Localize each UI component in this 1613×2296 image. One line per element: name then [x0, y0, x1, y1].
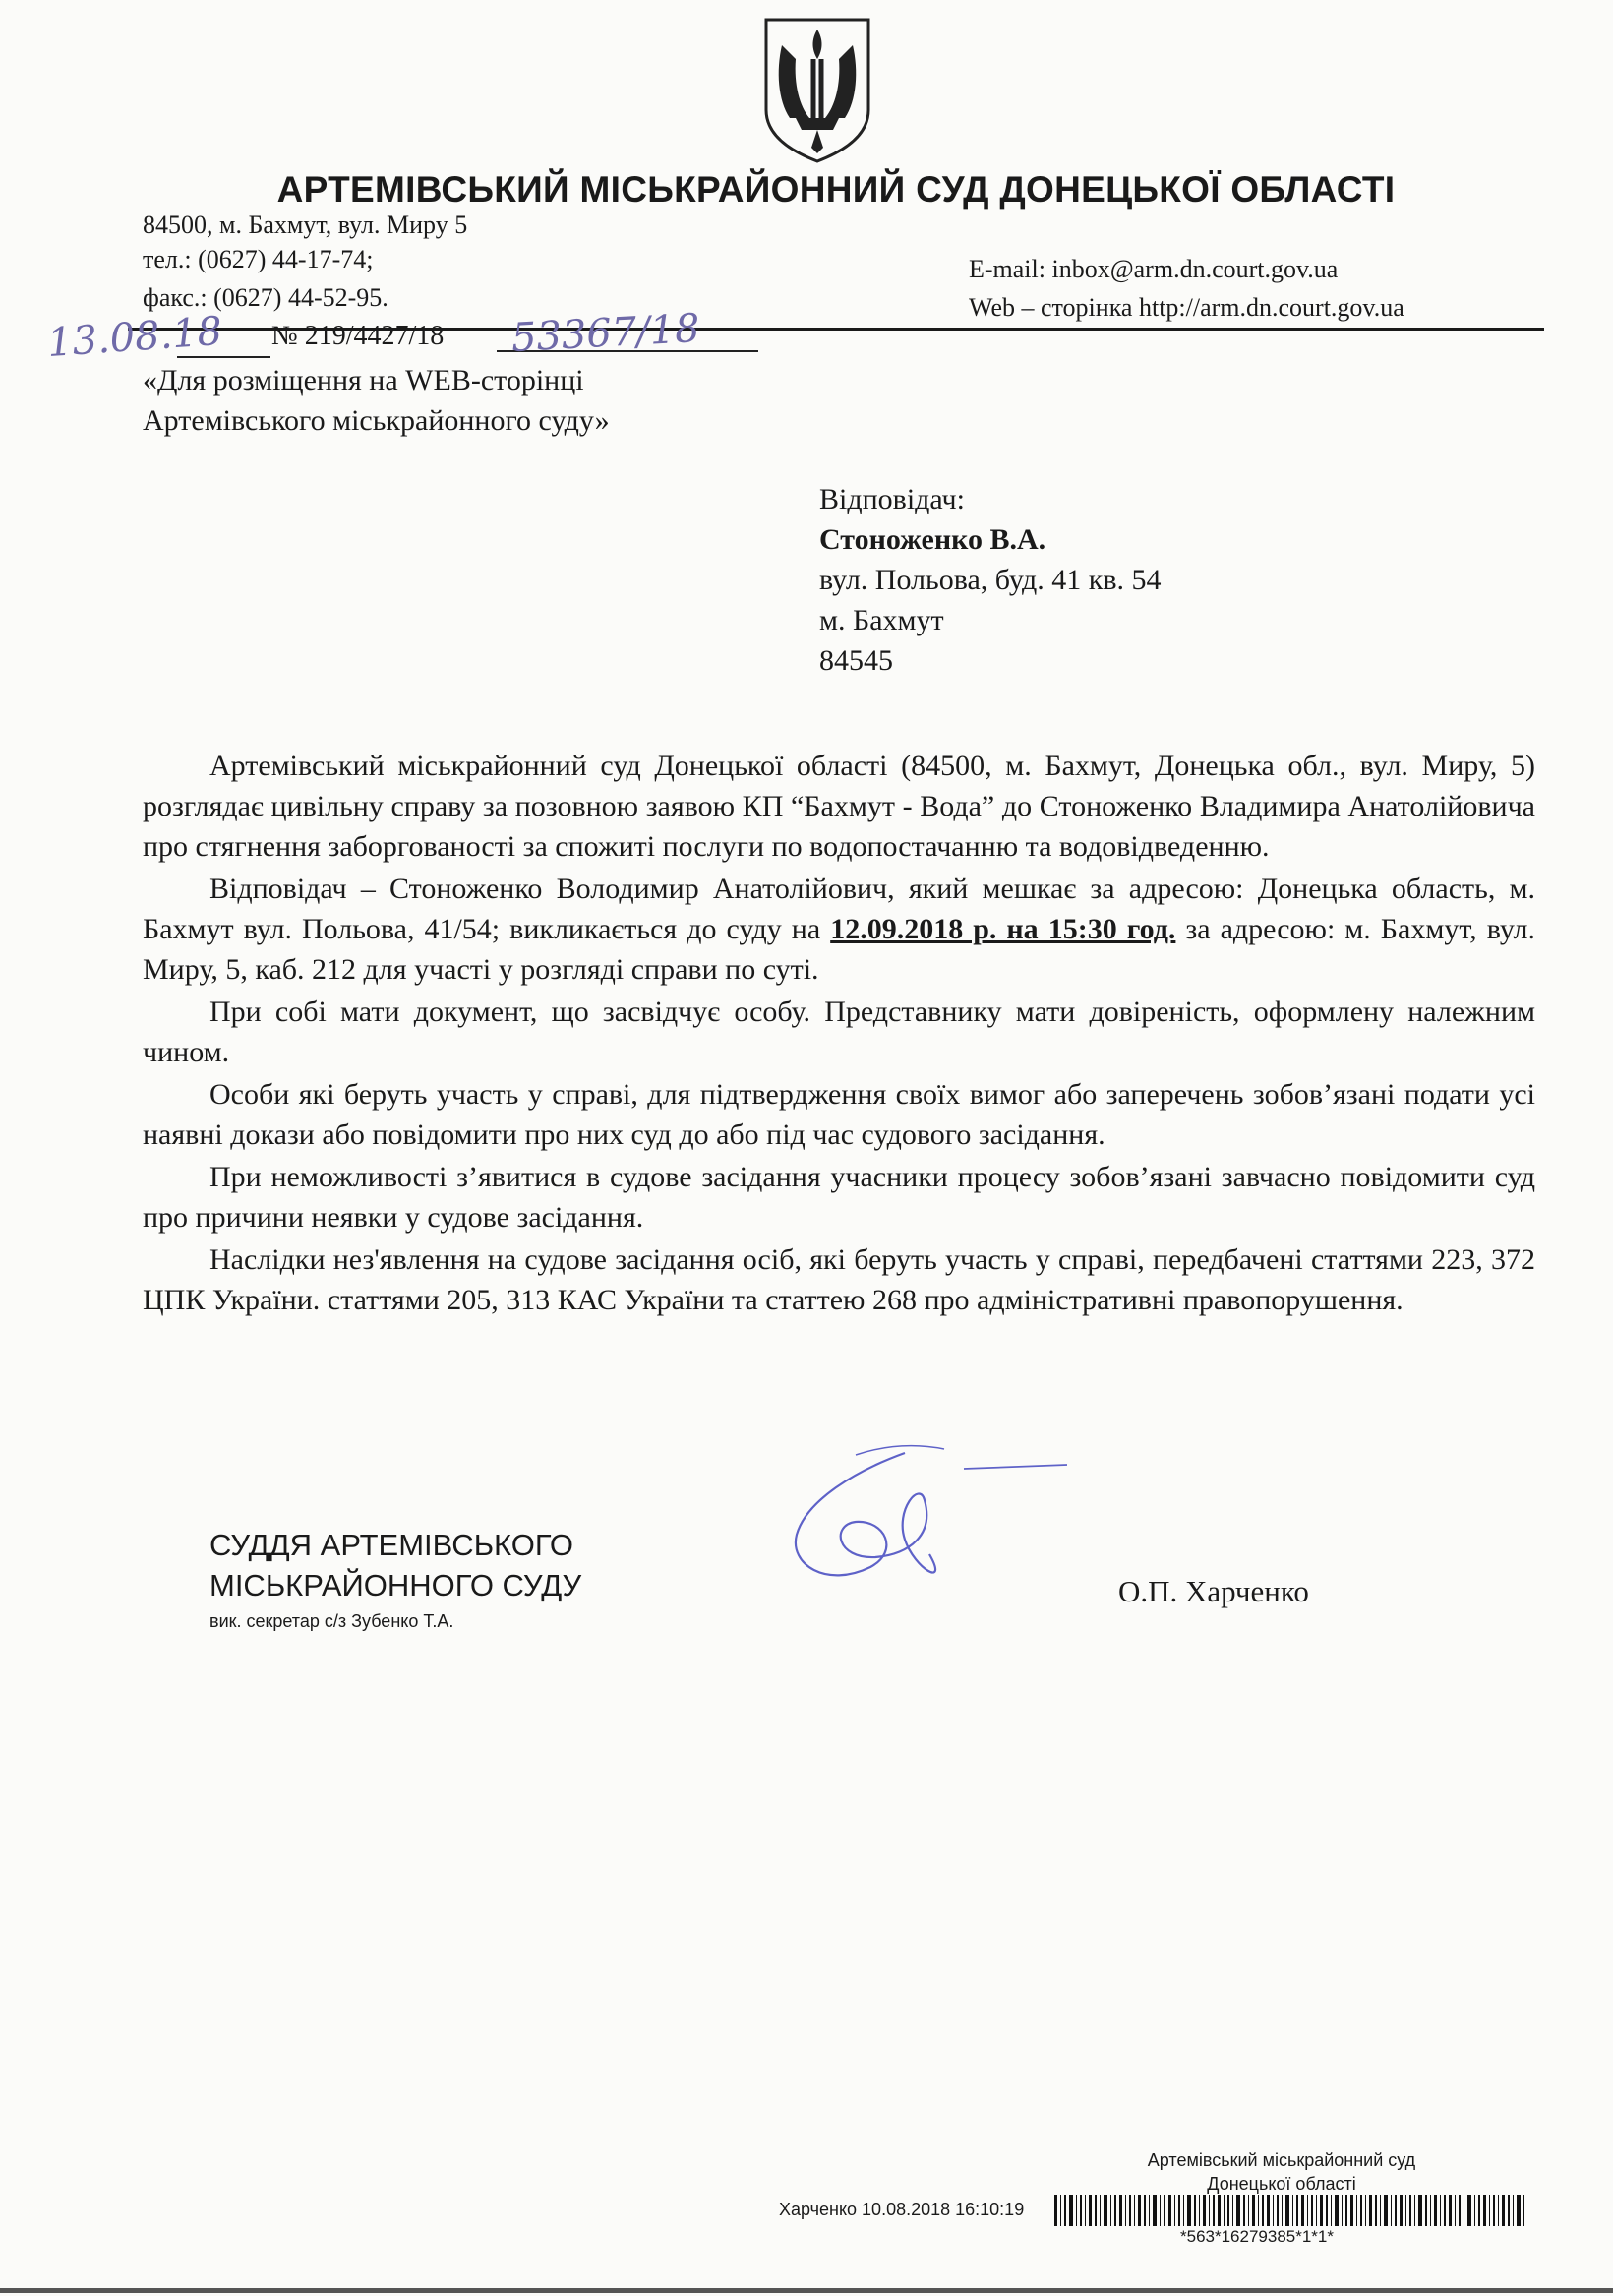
court-address: 84500, м. Бахмут, вул. Миру 5 — [143, 211, 468, 239]
barcode-icon — [1054, 2195, 1524, 2226]
case-number: № 219/4427/18 — [271, 321, 445, 351]
barcode-number: *563*16279385*1*1* — [1180, 2227, 1334, 2246]
web-note-line1: «Для розміщення на WEB-сторінці — [143, 364, 584, 396]
addressee-block — [819, 479, 1162, 681]
judge-title-line2: МІСЬКРАЙОННОГО СУДУ — [209, 1568, 582, 1602]
web-publication-note — [143, 360, 610, 441]
summons-text-before: Відповідач – Стоноженко Володимир Анатолійович, який мешкає за адресою: Донецька область, м. Бахмут вул. Польова, 41/54; викликається до суду на — [143, 873, 1535, 945]
addressee-city: м. Бахмут — [819, 604, 944, 636]
paragraph-evidence: Особи які беруть участь у справі, для підтвердження своїх вимог або заперечень зобов’язані подати усі наявні докази або повідомити про них суд до або під час судового засідання. — [143, 1078, 1535, 1151]
paragraph-absence-notice: При неможливості з’явитися в судове засідання учасники процесу зобов’язані завчасно повідомити суд про причини неявки у судове засідання. — [143, 1161, 1535, 1234]
court-fax: факс.: (0627) 44-52-95. — [143, 283, 388, 312]
paragraph-case-description: Артемівський міськрайонний суд Донецької області (84500, м. Бахмут, Донецька обл., вул. Миру, 5) розглядає цивільну справу за позовною заявою КП “Бахмут - Вода” до Стоноженко Владимира Анатолійовича про стягнення заборгованості за спожиті послуги по водопостачанню та водовідведенню. — [143, 750, 1535, 863]
judge-name: О.П. Харченко — [1118, 1574, 1309, 1608]
stamp-author-timestamp: Харченко 10.08.2018 16:10:19 — [779, 2200, 1025, 2219]
date-underline — [177, 331, 270, 358]
addressee-postcode: 84545 — [819, 644, 893, 677]
addressee-name: Стоноженко В.А. — [819, 523, 1046, 556]
web-note-line2: Артемівського міськрайонного суду» — [143, 404, 610, 437]
paragraph-summons — [143, 869, 1535, 990]
judge-title-line1: СУДДЯ АРТЕМІВСЬКОГО — [209, 1528, 574, 1562]
paragraph-documents: При собі мати документ, що засвідчує особу. Представнику мати довіреність, оформлену належним чином. — [143, 996, 1535, 1068]
registry-stamp — [1139, 2148, 1424, 2196]
addressee-street: вул. Польова, буд. 41 кв. 54 — [819, 564, 1162, 596]
handwritten-date: 13.08.18 — [45, 308, 224, 367]
court-website: Web – сторінка http://arm.dn.court.gov.ua — [969, 293, 1404, 322]
stamp-court-line1: Артемівський міськрайонний суд — [1147, 2150, 1416, 2170]
scan-edge — [0, 2288, 1613, 2293]
handwritten-reference: 53367/18 — [509, 306, 701, 361]
judge-title — [209, 1525, 581, 1605]
stamp-court-line2: Донецької області — [1207, 2174, 1356, 2194]
summons-body — [143, 746, 1535, 1322]
judge-signature — [738, 1441, 1072, 1599]
addressee-label: Відповідач: — [819, 483, 965, 515]
summons-text-after: за адресою: м. Бахмут, вул. Миру, 5, каб. 212 для участі у розгляді справи по суті. — [143, 913, 1535, 986]
court-title: АРТЕМІВСЬКИЙ МІСЬКРАЙОННИЙ СУД ДОНЕЦЬКОЇ ОБЛАСТІ — [276, 169, 1396, 210]
trident-emblem-icon — [760, 16, 874, 165]
court-phone: тел.: (0627) 44-17-74; — [143, 245, 374, 273]
secretary-note: вик. секретар с/з Зубенко Т.А. — [209, 1611, 454, 1631]
hearing-datetime: 12.09.2018 р. на 15:30 год. — [830, 913, 1176, 945]
court-email: E-mail: inbox@arm.dn.court.gov.ua — [969, 255, 1339, 283]
paragraph-consequences: Наслідки нез'явлення на судове засідання осіб, які беруть участь у справі, передбачені статтями 223, 372 ЦПК України. статтями 205, 313 КАС України та статтею 268 про адміністративні правопорушення. — [143, 1243, 1535, 1316]
